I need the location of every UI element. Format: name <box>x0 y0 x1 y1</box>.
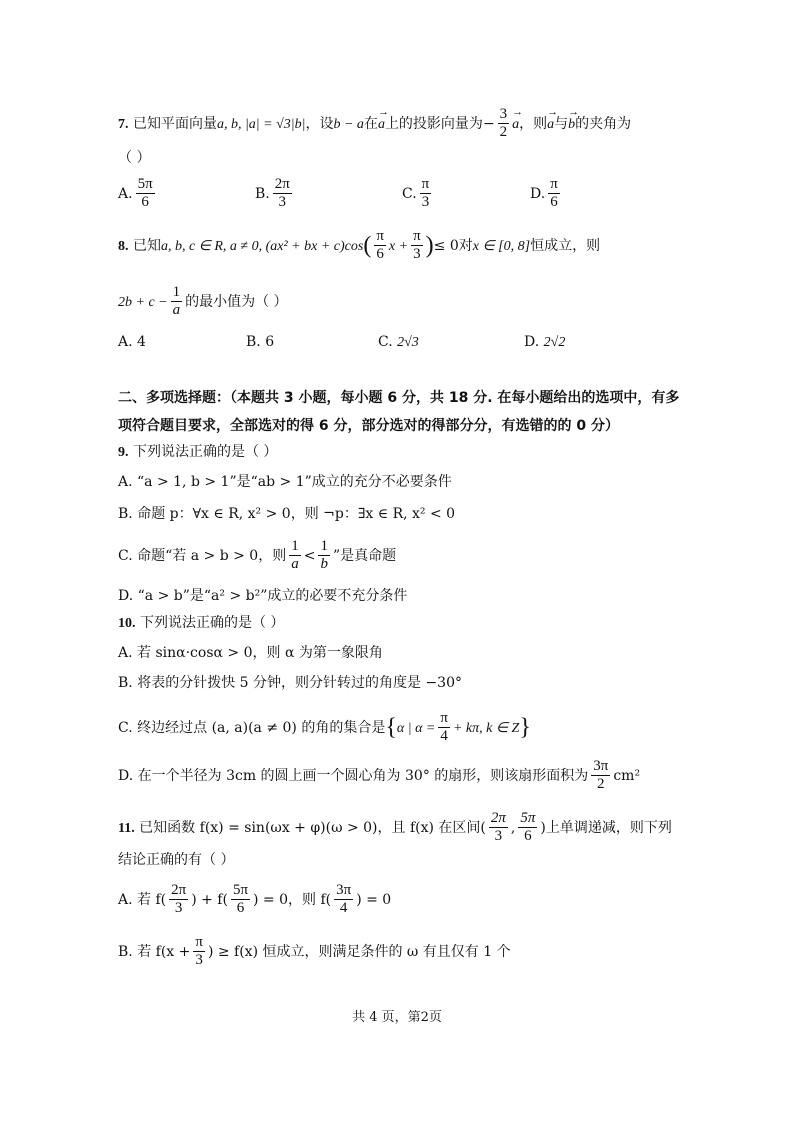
q9-option-b: B. 命题 p：∀x ∈ R, x² > 0，则 ¬p：∃x ∈ R, x² < 0 <box>118 506 456 522</box>
option-text: D. 在一个半径为 3cm 的圆上画一个圆心角为 30° 的扇形，则该扇形面积为 <box>118 767 589 784</box>
page-footer: 共 4 页，第2页 <box>352 1010 442 1025</box>
q10-option-b: B. 将表的分针拨快 5 分钟，则分针转过的角度是 −30° <box>118 675 462 691</box>
q10-stem-text: 下列说法正确的是（ ） <box>135 615 285 631</box>
q11-text-b: 上单调递减，则下列 <box>545 819 672 836</box>
q8-frac1 <box>374 228 386 264</box>
frac-den: b <box>320 556 328 573</box>
q9-number: 9. <box>118 445 129 460</box>
frac-num: 2π <box>169 882 188 900</box>
frac-den: 3 <box>195 952 203 969</box>
q7-stem: 7. 已知平面向量a, b, |a| = √3|b|，设b − a在→ a上的投影向量为− $\frac{3}{2}$ → a，则→ a与→ b的夹角为 <box>118 106 631 142</box>
frac-den: 6 <box>236 900 245 917</box>
option-mid: ) + f( <box>191 891 228 908</box>
q9-option-a: A. “a > 1, b > 1”是“ab > 1”成立的充分不必要条件 <box>118 474 452 490</box>
q8-option-d <box>524 334 565 351</box>
q7-vec-a2: → a <box>512 117 519 134</box>
option-text: C. 终边经过点 (a, a)(a ≠ 0) 的角的集合是 <box>118 719 386 736</box>
frac-den: 6 <box>376 246 384 263</box>
q10-c-frac <box>438 710 450 746</box>
frac-num: 3π <box>334 882 353 900</box>
q7-frac-den: 2 <box>499 124 508 141</box>
frac-den: a <box>291 556 299 573</box>
option-fraction <box>273 176 292 212</box>
option-mid2: ) = 0，则 f( <box>253 891 332 908</box>
frac-den: 6 <box>550 194 558 211</box>
q10-c-set-b: + kπ, k ∈ Z <box>452 720 520 736</box>
q7-text-f: 与 <box>554 115 569 132</box>
q11-a-frac2 <box>231 882 250 918</box>
frac-num: π <box>420 176 432 194</box>
q9-c-lt: < <box>303 547 316 564</box>
q9-c-frac2 <box>318 538 330 574</box>
q11-frac1 <box>489 810 508 846</box>
q7-diff: b − a <box>333 116 364 132</box>
option-label: B. <box>255 185 270 202</box>
q8-number: 8. <box>118 238 129 254</box>
q7-fraction <box>498 106 510 142</box>
frac-num: 5π <box>136 176 155 194</box>
frac-num: 1 <box>171 284 183 302</box>
frac-num: 5π <box>518 810 537 828</box>
q10-option-a: A. 若 sinα·cosα > 0，则 α 为第一象限角 <box>118 645 383 661</box>
option-fraction <box>420 176 432 212</box>
q8-expr: (ax² + bx + c)cos <box>265 238 364 254</box>
q10-option-c <box>118 710 531 746</box>
frac-num: π <box>548 176 560 194</box>
q10-c-lbrace: { <box>385 714 397 741</box>
q7-text-d: 上的投影向量为 <box>384 115 483 132</box>
q7-option-a <box>118 176 158 212</box>
frac-den: 3 <box>278 194 287 211</box>
q8-rparen: ) <box>425 232 434 259</box>
q11-option-b <box>118 934 511 970</box>
q8-option-b: B. 6 <box>246 334 275 350</box>
option-label: C. <box>402 185 417 202</box>
frac-num: 3π <box>591 758 610 776</box>
q11-stem: 11. 已知函数 f(x) = sin(ωx + φ)(ω > 0)，且 f(x) 在区间( $\frac{2\pi}{3}$ , $\frac{5\pi}{6}$ )上单调递减，则下列 <box>118 810 672 845</box>
option-label: D. <box>524 334 540 350</box>
q9-stem-text: 下列说法正确的是（ ） <box>128 444 278 460</box>
q7-text-e: ，则 <box>519 115 548 132</box>
option-label: D. <box>530 185 546 202</box>
q8-line2-text: 的最小值为（ ） <box>185 293 288 310</box>
q8-lparen: ( <box>363 232 372 259</box>
frac-den: 4 <box>339 900 348 917</box>
frac-den: a <box>172 302 181 319</box>
option-label: A. <box>118 185 133 202</box>
q8-cond: a, b, c ∈ R, a ≠ 0, <box>160 238 266 254</box>
frac-num: 5π <box>231 882 250 900</box>
q7-frac-num: 3 <box>498 106 510 124</box>
option-text: A. 若 f( <box>118 891 167 908</box>
q10-c-rbrace: } <box>519 714 531 741</box>
q11-b-frac <box>193 934 205 970</box>
frac-den: 3 <box>174 900 183 917</box>
option-value: 2√3 <box>397 335 419 350</box>
q10-d-unit: cm² <box>613 767 641 784</box>
q11-number: 11. <box>118 820 135 836</box>
option-text: C. 命题“若 a > b > 0，则 <box>118 547 287 564</box>
q10-stem <box>118 615 284 633</box>
option-text-post: ”是真命题 <box>332 547 397 564</box>
option-post: ) = 0 <box>356 891 392 908</box>
q7-vec-a: → a <box>378 117 385 134</box>
q10-number: 10. <box>118 616 136 631</box>
q7-text-c: 在 <box>363 115 378 132</box>
q9-stem <box>118 444 277 462</box>
q7-vec-b: → b <box>568 117 575 134</box>
option-fraction <box>136 176 155 212</box>
q9-option-c <box>118 538 396 574</box>
q7-text-b: ，设 <box>305 115 334 132</box>
q8-option-a: A. 4 <box>118 334 146 350</box>
q10-option-d <box>118 758 640 794</box>
frac-num: π <box>438 710 450 728</box>
option-value: 2√2 <box>543 335 566 350</box>
frac-num: 1 <box>289 538 301 556</box>
q8-range: x ∈ [0, 8] <box>472 238 531 254</box>
frac-den: 3 <box>494 828 503 845</box>
q8-line2 <box>118 284 288 320</box>
frac-den: 6 <box>524 828 532 845</box>
q7-condition: |a| = √3|b| <box>244 116 306 132</box>
q11-a-frac1 <box>169 882 188 918</box>
frac-num: 2π <box>489 810 508 828</box>
q8-text: 已知 <box>128 237 161 254</box>
q11-option-a <box>118 882 391 918</box>
q10-d-frac <box>591 758 610 794</box>
q7-vectors: a, b, <box>216 116 245 132</box>
q8-tail: ≤ 0 <box>433 237 459 254</box>
q7-number: 7. <box>118 116 129 132</box>
frac-num: 2π <box>273 176 292 194</box>
q7-vec-a3: → a <box>547 117 554 134</box>
q7-option-d <box>530 176 563 212</box>
q11-line2: 结论正确的有（ ） <box>118 852 235 868</box>
q7-option-c <box>402 176 434 212</box>
q8-frac2 <box>411 228 423 264</box>
q8-text-c: 恒成立，则 <box>530 237 601 254</box>
frac-den: 2 <box>597 776 605 793</box>
q8-line2-expr: 2b + c − <box>118 294 168 310</box>
section2-heading-line1: 二、多项选择题：（本题共 3 小题，每小题 6 分，共 18 分. 在每小题给出的选项中，有多 <box>118 390 680 406</box>
frac-den: 3 <box>413 246 421 263</box>
option-post: ) ≥ f(x) 恒成立，则满足条件的 ω 有且仅有 1 个 <box>207 943 511 960</box>
frac-num: π <box>374 228 386 246</box>
q8-line2-frac <box>171 284 183 320</box>
frac-num: 1 <box>318 538 330 556</box>
q10-c-set-a: α | α = <box>396 720 436 736</box>
q8-option-c <box>378 334 419 351</box>
q7-text-g: 的夹角为 <box>575 115 632 132</box>
section2-heading-line2: 项符合题目要求，全部选对的得 6 分，部分选对的得部分分，有选错的的 0 分） <box>118 418 619 434</box>
q11-text-a: 已知函数 f(x) = sin(ωx + φ)(ω > 0)，且 f(x) 在区间 <box>134 819 481 836</box>
frac-num: π <box>411 228 423 246</box>
q11-frac2 <box>518 810 537 846</box>
q7-text: 已知平面向量 <box>128 115 217 132</box>
q9-option-d: D. “a > b”是“a² > b²”成立的必要不充分条件 <box>118 588 408 604</box>
frac-den: 4 <box>440 728 448 745</box>
q8-text-b: 对 <box>458 237 473 254</box>
q8-stem <box>118 228 600 264</box>
option-fraction <box>548 176 560 212</box>
frac-num: π <box>193 934 205 952</box>
q11-a-frac3 <box>334 882 353 918</box>
frac-den: 6 <box>141 194 149 211</box>
q9-c-frac1 <box>289 538 301 574</box>
q7-option-b <box>255 176 295 212</box>
frac-den: 3 <box>421 194 430 211</box>
option-label: C. <box>378 334 393 350</box>
q8-mid: x + <box>388 238 409 254</box>
q7-paren: （ ） <box>118 150 151 166</box>
option-text: B. 若 f(x + <box>118 943 191 960</box>
